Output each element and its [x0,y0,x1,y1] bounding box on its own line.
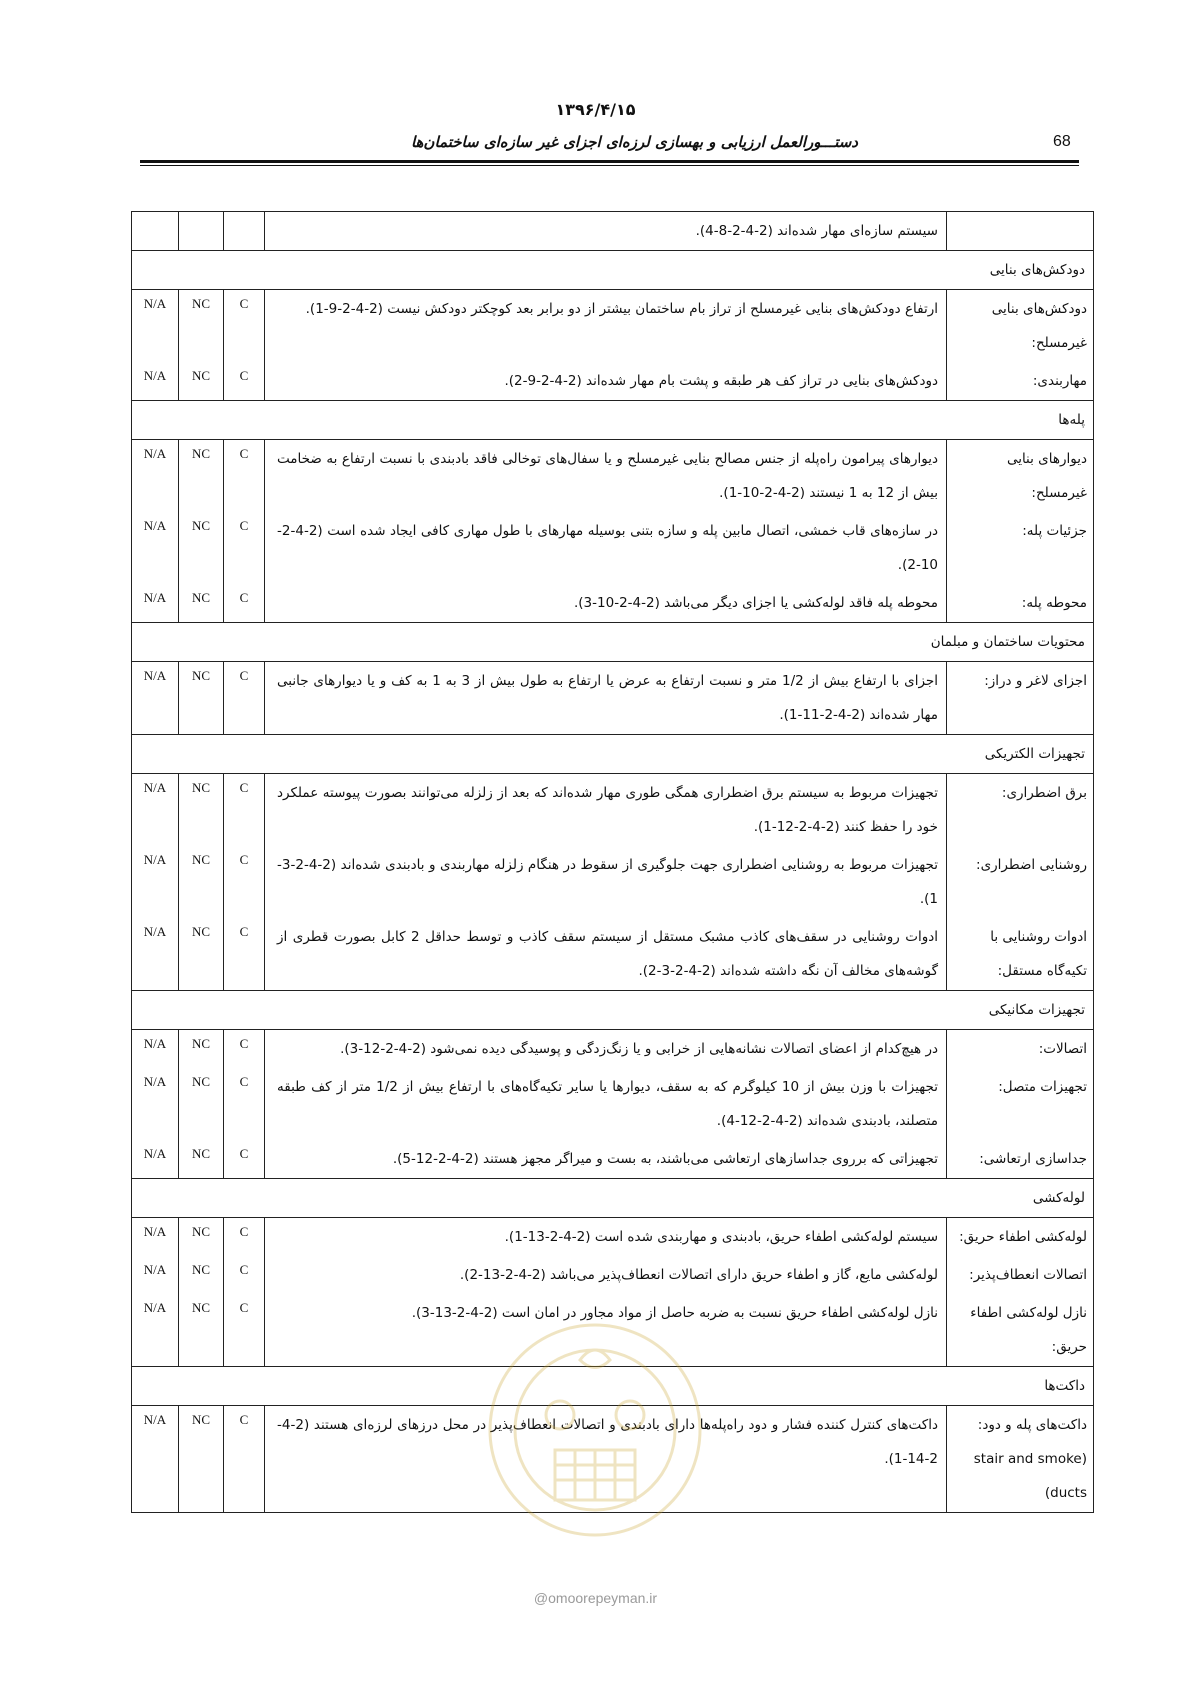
mark-nc-cell: NC [179,290,224,363]
mark-c-cell: C [224,1256,265,1294]
section-title: لوله‌کشی [132,1179,1094,1218]
page-number: 68 [1053,133,1071,150]
section-title: تجهیزات الکتریکی [132,735,1094,774]
footer-url: @omoorepeyman.ir [533,1590,658,1606]
mark-na-cell: N/A [132,1068,179,1140]
mark-na-cell: N/A [132,512,179,584]
mark-na-cell: N/A [132,918,179,991]
mark-nc-cell: NC [179,1294,224,1367]
desc-cell: تجهیزات با وزن بیش از 10 کیلوگرم که به سقف، دیوارها یا سایر تکیه‌گاه‌های با ارتفاع بیش از 1/2 متر از کف طبقه متصلند، بادبندی شده‌اند (2-4-2-12-4). [265,1068,947,1140]
item-cell: برق اضطراری: [947,774,1094,847]
header-rule [140,160,1079,166]
mark-c-cell: C [224,662,265,735]
desc-cell: اجزای با ارتفاع بیش از 1/2 متر و نسبت ارتفاع به عرض یا ارتفاع به طول بیش از 3 به 1 به کف و یا دیوارهای جانبی مهار شده‌اند (2-4-2-11-1). [265,662,947,735]
running-title: دستـــورالعمل ارزیابی و بهسازی لرزه‌ای اجزای غیر سازه‌ای ساختمان‌ها [410,133,858,151]
table-row [132,440,1094,513]
item-cell: دیوارهای بنایی غیرمسلح: [947,440,1094,513]
mark-c-cell: C [224,1406,265,1513]
header-date: ۱۳۹۶/۴/۱۵ [555,100,636,119]
section-title: تجهیزات مکانیکی [132,991,1094,1030]
item-cell: اجزای لاغر و دراز: [947,662,1094,735]
table-row [132,774,1094,847]
section-header-row [132,1179,1094,1218]
mark-na-cell: N/A [132,1294,179,1367]
mark-na-cell: N/A [132,440,179,513]
mark-c-cell: C [224,1294,265,1367]
desc-cell: محوطه پله فاقد لوله‌کشی یا اجزای دیگر می‌باشد (2-4-2-10-3). [265,584,947,623]
mark-nc-cell: NC [179,918,224,991]
item-cell [947,212,1094,251]
mark-nc-cell: NC [179,584,224,623]
section-title: پله‌ها [132,401,1094,440]
mark-nc-cell: NC [179,440,224,513]
mark-na-cell: N/A [132,290,179,363]
item-cell: جزئیات پله: [947,512,1094,584]
mark-nc-cell [179,212,224,251]
desc-cell: در سازه‌های قاب خمشی، اتصال مابین پله و سازه بتنی بوسیله مهارهای با طول مهاری کافی ایجاد شده است (2-4-2-10-2). [265,512,947,584]
item-cell: مهاربندی: [947,362,1094,401]
section-header-row [132,735,1094,774]
mark-na-cell: N/A [132,662,179,735]
mark-nc-cell: NC [179,662,224,735]
mark-nc-cell: NC [179,1218,224,1257]
mark-nc-cell: NC [179,1140,224,1179]
table-row [132,662,1094,735]
mark-nc-cell: NC [179,1256,224,1294]
desc-cell: تجهیزات مربوط به روشنایی اضطراری جهت جلوگیری از سقوط در هنگام زلزله مهاربندی و بادبندی شده‌اند (2-4-2-3-1). [265,846,947,918]
mark-nc-cell: NC [179,1068,224,1140]
section-header-row [132,623,1094,662]
section-title: محتویات ساختمان و مبلمان [132,623,1094,662]
item-cell: محوطه پله: [947,584,1094,623]
table-row [132,584,1094,623]
desc-cell: دیوارهای پیرامون راه‌پله از جنس مصالح بنایی غیرمسلح و یا سفال‌های توخالی فاقد بادبندی با نسبت ارتفاع به ضخامت بیش از 12 به 1 نیستند (2-4-2-10-1). [265,440,947,513]
section-title: دودکش‌های بنایی [132,251,1094,290]
desc-cell: سیستم سازه‌ای مهار شده‌اند (2-4-2-8-4). [265,212,947,251]
item-cell: جداسازی ارتعاشی: [947,1140,1094,1179]
mark-na-cell: N/A [132,1140,179,1179]
mark-nc-cell: NC [179,362,224,401]
item-cell: دودکش‌های بنایی غیرمسلح: [947,290,1094,363]
item-cell: اتصالات: [947,1030,1094,1069]
mark-nc-cell: NC [179,512,224,584]
mark-na-cell: N/A [132,1218,179,1257]
mark-c-cell [224,212,265,251]
item-cell: لوله‌کشی اطفاء حریق: [947,1218,1094,1257]
mark-c-cell: C [224,512,265,584]
mark-na-cell: N/A [132,1406,179,1513]
item-cell: ادوات روشنایی با تکیه‌گاه مستقل: [947,918,1094,991]
mark-na-cell: N/A [132,774,179,847]
desc-cell: دودکش‌های بنایی در تراز کف هر طبقه و پشت بام مهار شده‌اند (2-4-2-9-2). [265,362,947,401]
desc-cell: ارتفاع دودکش‌های بنایی غیرمسلح از تراز بام ساختمان بیشتر از دو برابر بعد کوچکتر دودکش نیست (2-4-2-9-1). [265,290,947,363]
mark-nc-cell: NC [179,774,224,847]
desc-cell: داکت‌های کنترل کننده فشار و دود راه‌پله‌ها دارای بادبندی و اتصالات انعطاف‌پذیر در محل درزهای لرزه‌ای هستند (2-4-2-14-1). [265,1406,947,1513]
mark-c-cell: C [224,918,265,991]
desc-cell: لوله‌کشی مایع، گاز و اطفاء حریق دارای اتصالات انعطاف‌پذیر می‌باشد (2-4-2-13-2). [265,1256,947,1294]
item-cell: اتصالات انعطاف‌پذیر: [947,1256,1094,1294]
item-cell: تجهیزات متصل: [947,1068,1094,1140]
mark-na-cell: N/A [132,846,179,918]
mark-na-cell: N/A [132,584,179,623]
mark-na-cell [132,212,179,251]
section-header-row [132,991,1094,1030]
mark-nc-cell: NC [179,1030,224,1069]
mark-c-cell: C [224,846,265,918]
section-header-row [132,401,1094,440]
desc-cell: ادوات روشنایی در سقف‌های کاذب مشبک مستقل از سیستم سقف کاذب و توسط حداقل 2 کابل بصورت قطری از گوشه‌های مخالف آن نگه داشته شده‌اند (2-4-2-3-2). [265,918,947,991]
mark-c-cell: C [224,1218,265,1257]
table-row [132,212,1094,251]
desc-cell: تجهیزات مربوط به سیستم برق اضطراری همگی طوری مهار شده‌اند که بعد از زلزله می‌توانند بصورت پیوسته عملکرد خود را حفظ کنند (2-4-2-12-1). [265,774,947,847]
table-row [132,512,1094,584]
mark-c-cell: C [224,290,265,363]
table-row [132,846,1094,918]
mark-na-cell: N/A [132,1256,179,1294]
section-header-row [132,251,1094,290]
mark-c-cell: C [224,362,265,401]
mark-c-cell: C [224,440,265,513]
desc-cell: در هیچ‌کدام از اعضای اتصالات نشانه‌هایی از خرابی و یا زنگ‌زدگی و پوسیدگی دیده نمی‌شود (2-4-2-12-3). [265,1030,947,1069]
mark-nc-cell: NC [179,1406,224,1513]
mark-na-cell: N/A [132,1030,179,1069]
table-row [132,918,1094,991]
item-cell: داکت‌های پله و دود: (stair and smoke ducts) [947,1406,1094,1513]
table-row [132,1218,1094,1257]
mark-na-cell: N/A [132,362,179,401]
mark-c-cell: C [224,584,265,623]
table-row [132,1256,1094,1294]
table-row [132,1068,1094,1140]
table-row [132,1030,1094,1069]
desc-cell: تجهیزاتی که برروی جداسازهای ارتعاشی می‌باشند، به بست و میراگر مجهز هستند (2-4-2-12-5). [265,1140,947,1179]
table-row [132,362,1094,401]
table-row [132,290,1094,363]
mark-nc-cell: NC [179,846,224,918]
item-cell: نازل لوله‌کشی اطفاء حریق: [947,1294,1094,1367]
watermark-seal-icon [480,1300,710,1560]
mark-c-cell: C [224,1140,265,1179]
item-cell: روشنایی اضطراری: [947,846,1094,918]
mark-c-cell: C [224,1068,265,1140]
mark-c-cell: C [224,1030,265,1069]
table-row [132,1140,1094,1179]
desc-cell: سیستم لوله‌کشی اطفاء حریق، بادبندی و مهاربندی شده است (2-4-2-13-1). [265,1218,947,1257]
desc-cell: نازل لوله‌کشی اطفاء حریق نسبت به ضربه حاصل از مواد مجاور در امان است (2-4-2-13-3). [265,1294,947,1367]
mark-c-cell: C [224,774,265,847]
section-title: داکت‌ها [132,1367,1094,1406]
